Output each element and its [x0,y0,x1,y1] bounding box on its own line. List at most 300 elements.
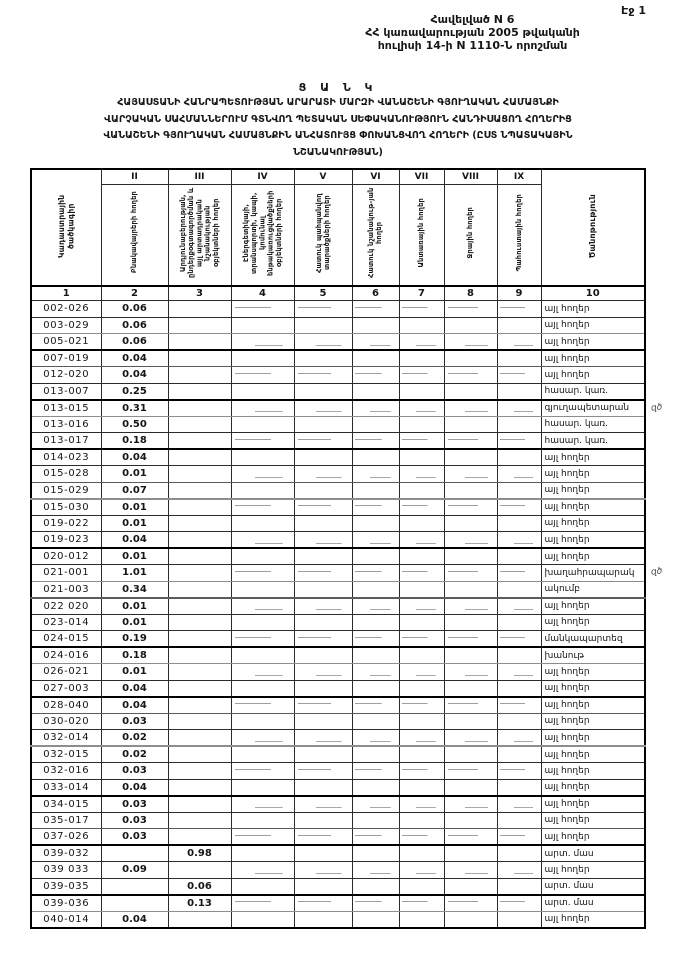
note-cell: այլ հողեր [541,746,645,763]
forest-lands-cell [399,829,444,846]
numeral-iii: III [168,169,231,184]
page-number: Էջ 1 [621,4,646,17]
water-lands-cell [444,862,497,879]
forest-lands-cell [399,763,444,780]
settlement-land-value-cell: 0.01 [101,515,168,532]
table-row [31,383,645,400]
industrial-land-value-cell: 0.06 [168,878,231,895]
special-purpose-cell [352,499,399,516]
forest-lands-cell [399,796,444,813]
industrial-land-value-cell [168,449,231,466]
note-cell: այլ հողեր [541,829,645,846]
industrial-land-value-cell [168,829,231,846]
energy-transport-cell [231,433,294,450]
reserve-lands-cell [497,416,541,433]
energy-transport-cell [231,911,294,928]
settlement-land-value-cell: 0.01 [101,466,168,483]
cadastral-code-label: Կադաստրային ծածկագիր [56,194,76,258]
industrial-land-value-cell [168,779,231,796]
column-header-reserve-lands: Պահուստային հողեր [497,184,541,286]
industrial-land-value-cell [168,532,231,549]
energy-transport-cell [231,350,294,367]
energy-transport-cell [231,895,294,912]
industrial-land-value-cell [168,433,231,450]
cadastral-code-cell: 023-014 [31,614,101,631]
note-cell: այլ հողեր [541,911,645,928]
special-purpose-cell [352,367,399,384]
reserve-lands-cell [497,697,541,714]
table-row [31,911,645,928]
protected-lands-cell [294,647,352,664]
energy-transport-cell [231,878,294,895]
industrial-land-value-cell: 0.13 [168,895,231,912]
forest-lands-cell [399,317,444,334]
protected-lands-cell [294,862,352,879]
note-cell: այլ հողեր [541,713,645,730]
table-row [31,449,645,466]
protected-lands-cell [294,301,352,318]
column-header-water-lands: Ջրային հողեր [444,184,497,286]
industrial-land-value-cell [168,911,231,928]
settlement-land-value-cell: 0.09 [101,862,168,879]
water-lands-cell [444,763,497,780]
note-cell: արտ. մաս [541,878,645,895]
settlement-land-value-cell: 0.18 [101,647,168,664]
industrial-land-value-cell [168,631,231,648]
forest-lands-cell [399,631,444,648]
special-purpose-cell [352,713,399,730]
energy-transport-cell [231,499,294,516]
water-lands-cell [444,812,497,829]
table-row [31,845,645,862]
energy-transport-cell [231,400,294,417]
settlement-land-value-cell: 0.04 [101,532,168,549]
settlement-land-value-cell: 0.19 [101,631,168,648]
reserve-lands-cell [497,367,541,384]
table-row [31,334,645,351]
col-number-8: 8 [444,286,497,301]
special-purpose-cell [352,317,399,334]
special-purpose-cell [352,911,399,928]
table-row [31,878,645,895]
protected-lands-cell [294,482,352,499]
reserve-lands-cell [497,400,541,417]
energy-transport-cell [231,301,294,318]
reserve-lands-cell [497,433,541,450]
industrial-land-value-cell [168,862,231,879]
special-purpose-cell [352,730,399,747]
energy-transport-cell [231,812,294,829]
document-title [0,95,676,161]
cadastral-code-cell: 032-016 [31,763,101,780]
note-cell: խաղահրապարակ զծ [541,565,645,582]
energy-transport-cell [231,845,294,862]
settlement-land-value-cell: 0.04 [101,350,168,367]
protected-lands-cell [294,400,352,417]
protected-lands-cell [294,713,352,730]
industrial-land-value-cell [168,680,231,697]
reserve-lands-cell [497,763,541,780]
table-row [31,598,645,615]
protected-lands-cell [294,680,352,697]
energy-transport-cell [231,548,294,565]
cadastral-code-cell: 013-007 [31,383,101,400]
water-lands-cell [444,895,497,912]
special-purpose-cell [352,697,399,714]
reserve-lands-cell [497,466,541,483]
special-purpose-cell [352,433,399,450]
note-cell: մանկապարտեզ [541,631,645,648]
reserve-lands-cell [497,317,541,334]
cadastral-code-cell: 002-026 [31,301,101,318]
energy-transport-cell [231,713,294,730]
reserve-lands-cell [497,878,541,895]
energy-transport-cell [231,466,294,483]
reserve-lands-cell [497,862,541,879]
column-header-note [541,169,645,286]
forest-lands-cell [399,647,444,664]
special-purpose-cell [352,515,399,532]
water-lands-cell [444,713,497,730]
settlement-land-value-cell: 0.03 [101,713,168,730]
note-cell: այլ հողեր [541,812,645,829]
note-cell: ակումբ [541,581,645,598]
forest-lands-cell [399,449,444,466]
settlement-land-value-cell: 0.06 [101,334,168,351]
reserve-lands-cell [497,449,541,466]
settlement-land-value-cell: 0.03 [101,829,168,846]
forest-lands-cell [399,911,444,928]
protected-lands-cell [294,763,352,780]
reserve-lands-cell [497,845,541,862]
note-cell: այլ հողեր [541,499,645,516]
special-purpose-cell [352,581,399,598]
table-row [31,301,645,318]
water-lands-cell [444,482,497,499]
cadastral-code-cell: 024-015 [31,631,101,648]
numeral-v: V [294,169,352,184]
settlement-land-value-cell: 0.04 [101,779,168,796]
cadastral-code-cell: 022 020 [31,598,101,615]
special-purpose-cell [352,746,399,763]
water-lands-cell [444,779,497,796]
water-lands-cell [444,614,497,631]
cadastral-code-cell: 015-028 [31,466,101,483]
table-row [31,350,645,367]
water-lands-cell [444,565,497,582]
industrial-land-value-cell [168,317,231,334]
column-header-energy-transport-lands: Էներգետիկայի, տրանսպորտի, կապի, կոմունալ ենթակառուցվածքների օբյեկտների հողեր [231,184,294,286]
note-cell: այլ հողեր [541,763,645,780]
protected-lands-cell [294,796,352,813]
appendix-block [300,13,645,52]
forest-lands-cell [399,581,444,598]
col-number-2: 2 [101,286,168,301]
table-row [31,664,645,681]
reserve-lands-cell [497,647,541,664]
cadastral-code-cell: 013-017 [31,433,101,450]
special-purpose-cell [352,829,399,846]
reserve-lands-cell [497,730,541,747]
table-row [31,796,645,813]
special-purpose-cell [352,895,399,912]
col-number-9: 9 [497,286,541,301]
note-cell: այլ հողեր [541,334,645,351]
industrial-land-value-cell [168,400,231,417]
cadastral-code-cell: 039 033 [31,862,101,879]
land-transfer-table [30,168,663,929]
table-row [31,680,645,697]
reserve-lands-cell [497,515,541,532]
energy-transport-cell [231,598,294,615]
special-purpose-cell [352,878,399,895]
table-row [31,614,645,631]
note-cell: այլ հողեր [541,680,645,697]
handwritten-mark: զծ [650,566,663,578]
settlement-land-value-cell: 0.34 [101,581,168,598]
industrial-land-value-cell [168,730,231,747]
protected-lands-cell [294,746,352,763]
col-number-3: 3 [168,286,231,301]
reserve-lands-cell [497,796,541,813]
special-purpose-cell [352,548,399,565]
reserve-lands-cell [497,614,541,631]
energy-transport-cell [231,383,294,400]
note-cell: խանութ [541,647,645,664]
cadastral-code-cell: 015-029 [31,482,101,499]
forest-lands-cell [399,350,444,367]
energy-transport-cell [231,565,294,582]
cadastral-code-cell: 037-026 [31,829,101,846]
note-cell: այլ հողեր [541,697,645,714]
note-cell: հասար. կառ. [541,416,645,433]
col-number-1: 1 [31,286,101,301]
protected-lands-cell [294,548,352,565]
forest-lands-cell [399,466,444,483]
forest-lands-cell [399,845,444,862]
energy-transport-cell [231,631,294,648]
cadastral-code-cell: 013-015 [31,400,101,417]
forest-lands-cell [399,680,444,697]
industrial-land-value-cell [168,383,231,400]
water-lands-cell [444,515,497,532]
cadastral-code-cell: 012-020 [31,367,101,384]
protected-lands-cell [294,845,352,862]
special-purpose-cell [352,598,399,615]
cadastral-code-cell: 039-035 [31,878,101,895]
cadastral-code-cell: 015-030 [31,499,101,516]
energy-transport-cell [231,317,294,334]
energy-transport-cell [231,449,294,466]
water-lands-cell [444,433,497,450]
reserve-lands-cell [497,779,541,796]
note-cell: այլ հողեր [541,779,645,796]
forest-lands-cell [399,812,444,829]
water-lands-cell [444,334,497,351]
industrial-land-value-cell [168,812,231,829]
forest-lands-cell [399,895,444,912]
table-row [31,317,645,334]
industrial-land-value-cell [168,697,231,714]
reserve-lands-cell [497,746,541,763]
table-row [31,713,645,730]
protected-lands-cell [294,730,352,747]
water-lands-cell [444,829,497,846]
forest-lands-cell [399,515,444,532]
table-row [31,829,645,846]
settlement-land-value-cell [101,878,168,895]
settlement-land-value-cell: 0.04 [101,697,168,714]
col-number-4: 4 [231,286,294,301]
forest-lands-cell [399,713,444,730]
cadastral-code-cell: 039-032 [31,845,101,862]
protected-lands-cell [294,334,352,351]
special-purpose-cell [352,647,399,664]
water-lands-cell [444,845,497,862]
settlement-land-value-cell: 0.02 [101,730,168,747]
numeral-vi: VI [352,169,399,184]
table-row [31,697,645,714]
special-purpose-cell [352,400,399,417]
settlement-land-value-cell: 0.04 [101,680,168,697]
industrial-land-value-cell [168,499,231,516]
forest-lands-cell [399,482,444,499]
protected-lands-cell [294,416,352,433]
col-number-10: 10 [541,286,645,301]
industrial-land-value-cell [168,664,231,681]
industrial-land-value-cell [168,482,231,499]
table-body [31,301,663,928]
forest-lands-cell [399,499,444,516]
cadastral-code-cell: 021-001 [31,565,101,582]
reserve-lands-cell [497,911,541,928]
energy-transport-cell [231,614,294,631]
cadastral-code-cell: 034-015 [31,796,101,813]
energy-transport-cell [231,416,294,433]
protected-lands-cell [294,598,352,615]
protected-lands-cell [294,631,352,648]
water-lands-cell [444,664,497,681]
special-purpose-cell [352,614,399,631]
special-purpose-cell [352,812,399,829]
industrial-land-value-cell [168,416,231,433]
energy-transport-cell [231,515,294,532]
note-cell: այլ հողեր [541,664,645,681]
note-cell: այլ հողեր [541,796,645,813]
forest-lands-cell [399,878,444,895]
settlement-land-value-cell: 0.01 [101,598,168,615]
note-cell: այլ հողեր [541,367,645,384]
water-lands-cell [444,301,497,318]
protected-lands-cell [294,895,352,912]
note-cell: այլ հողեր [541,614,645,631]
special-purpose-cell [352,334,399,351]
industrial-land-value-cell [168,614,231,631]
handwritten-mark: զծ [650,401,663,414]
table-row [31,647,645,664]
cadastral-code-cell: 028-040 [31,697,101,714]
appendix-line-2: ՀՀ կառավարության 2005 թվականի [365,26,580,39]
column-header-special-purpose-lands: Հատուկ նշանակութ-յան հողեր [352,184,399,286]
energy-transport-cell [231,862,294,879]
water-lands-cell [444,416,497,433]
cadastral-code-cell: 003-029 [31,317,101,334]
energy-transport-cell [231,482,294,499]
energy-transport-cell [231,367,294,384]
forest-lands-cell [399,532,444,549]
cadastral-code-cell: 033-014 [31,779,101,796]
special-purpose-cell [352,449,399,466]
settlement-land-value-cell: 0.01 [101,664,168,681]
energy-transport-cell [231,779,294,796]
special-purpose-cell [352,383,399,400]
industrial-land-value-cell [168,713,231,730]
water-lands-cell [444,647,497,664]
title-line-3: ՎԱՆԱՇԵՆԻ ԳՅՈՒՂԱԿԱՆ ՀԱՄԱՅՆՔԻՆ ԱՆՀԱՏՈՒՅՑ ՓՈԽԱՆՑՎՈՂ ՀՈՂԵՐԻ (ԸՍՏ ՆՊԱՏԱԿԱՅԻՆ [103,130,573,141]
note-cell: գյուղապետարան զծ [541,400,645,417]
title-line-1: ՀԱՅԱՍՏԱՆԻ ՀԱՆՐԱՊԵՏՈՒԹՅԱՆ ԱՐԱՐԱՏԻ ՄԱՐԶԻ ՎԱՆԱՇԵՆԻ ԳՅՈՒՂԱԿԱՆ ՀԱՄԱՅՆՔԻ [117,97,559,108]
protected-lands-cell [294,565,352,582]
settlement-land-value-cell [101,845,168,862]
forest-lands-cell [399,565,444,582]
column-header-industrial-lands: Արդյունաբերության, ընդերքօգտագործման և այլ արտադրական նշանակության օբյեկտների հողեր [168,184,231,286]
reserve-lands-cell [497,664,541,681]
special-purpose-cell [352,862,399,879]
cadastral-code-cell: 019-022 [31,515,101,532]
numeral-vii: VII [399,169,444,184]
cadastral-code-cell: 026-021 [31,664,101,681]
protected-lands-cell [294,614,352,631]
water-lands-cell [444,400,497,417]
table-row [31,367,645,384]
protected-lands-cell [294,499,352,516]
industrial-land-value-cell [168,367,231,384]
protected-lands-cell [294,317,352,334]
forest-lands-cell [399,367,444,384]
cadastral-code-cell: 040-014 [31,911,101,928]
protected-lands-cell [294,697,352,714]
settlement-land-value-cell: 0.18 [101,433,168,450]
protected-lands-cell [294,466,352,483]
reserve-lands-cell [497,334,541,351]
special-purpose-cell [352,631,399,648]
settlement-land-value-cell: 0.50 [101,416,168,433]
cadastral-code-cell: 030-020 [31,713,101,730]
energy-transport-cell [231,664,294,681]
special-purpose-cell [352,796,399,813]
numeral-ix: IX [497,169,541,184]
protected-lands-cell [294,664,352,681]
settlement-land-value-cell: 0.31 [101,400,168,417]
protected-lands-cell [294,449,352,466]
table-row [31,763,645,780]
protected-lands-cell [294,911,352,928]
note-cell: այլ հողեր [541,482,645,499]
note-cell: հասար. կառ. [541,383,645,400]
table-row [31,548,645,565]
reserve-lands-cell [497,713,541,730]
energy-transport-cell [231,647,294,664]
settlement-land-value-cell: 0.07 [101,482,168,499]
note-cell: այլ հողեր [541,317,645,334]
reserve-lands-cell [497,482,541,499]
energy-transport-cell [231,829,294,846]
settlement-land-value-cell: 0.25 [101,383,168,400]
table-row [31,812,645,829]
note-cell: այլ հողեր [541,301,645,318]
table-row [31,730,645,747]
special-purpose-cell [352,482,399,499]
